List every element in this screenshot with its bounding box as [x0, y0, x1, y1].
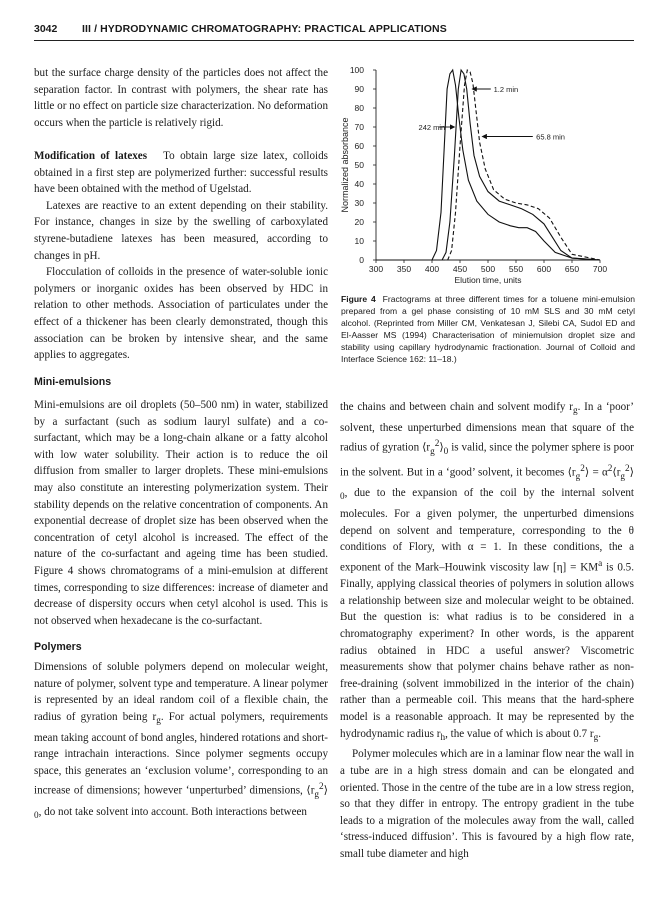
series-line — [376, 70, 600, 260]
y-tick-label: 50 — [354, 160, 364, 170]
y-axis-label: Normalized absorbance — [340, 117, 350, 213]
annotation-label: 1.2 min — [493, 85, 519, 94]
running-title: III / HYDRODYNAMIC CHROMATOGRAPHY: PRACTICAL APPLICATIONS — [82, 23, 447, 35]
y-tick-label: 10 — [354, 236, 364, 246]
x-tick-label: 500 — [480, 264, 496, 274]
y-tick-label: 100 — [349, 65, 364, 75]
paragraph-latex-modification: Modification of latexes To obtain large size latex, colloids obtained in a first step are polymerized further: successful results have been obtained with the method of Ugelstad. — [34, 149, 328, 196]
figure-4-chart — [328, 58, 628, 290]
annotation-label: 242 min — [418, 123, 446, 132]
y-tick-label: 20 — [354, 217, 364, 227]
paragraph-radius-gyration: the chains and between chain and solvent modify $r_g$. In a ‘poor’ solvent, these unperturbed dimensions mean that square of the radius of gyration $⟨r_g^2⟩_0$ is valid, since the polymer sphere is poor in the solvent. But in a ‘good’ solvent, it becomes $⟨r_g^2⟩$ = $\alpha^2⟨r_g^2⟩_0$, due to the expansion of the coil by the internal solvent molecules. For a given polymer, the unperturbed dimensions depend on solvent and temperature, corresponding to the θ conditions of Flory, with α = 1. In these conditions, the a exponent of the Mark–Houwink viscosity law $[\eta] = KM^a$ is 0.5. Finally, applying classical theories of polymers in solution allows a relationship between size and molecular weight to be obtained. But the question is: what radius is to be considered in a chromatography experiment? In other words, is the apparent radius obtained in HDC a useful answer? Viscometric measurements show that polymer chains behave rather as non-free-draining (solvent immobilized in the interior of the chain) rather than a permeable coil. This means that the hard-sphere model is a reasonable approach. It may be represented by the hydrodynamic radius $r_h$, the value of which is about 0.7 $r_g$. — [340, 401, 634, 743]
y-tick-label: 90 — [354, 84, 364, 94]
series-line — [376, 70, 600, 260]
figure-caption — [341, 294, 635, 365]
series-line — [376, 70, 600, 260]
x-tick-label: 550 — [508, 264, 524, 274]
x-axis-label: Elution time, units — [454, 275, 522, 285]
paragraph-mini-emulsions: Mini-emulsions are oil droplets (50–500 nm) in water, stabilized by a surfactant (such as sodium lauryl sulfate) and a co-surfactant, which may be a long-chain alkane or a fatty alcohol with low water solubility. Their action is to reduce the oil diffusion from smaller to larger droplets. These mini-emulsions may also constitute an interesting polymerization system. Their stability depends on the relative concentration of components. An exponential decrease of droplet size has been observed when the concentration of cetyl alcohol is increased. The effect of the nature of the co-surfactant and ageing time has been studied. Figure 4 shows chromatograms of a mini-emulsion at different times, corresponding to size differences: increase of diameter and decrease of dispersity occurs when cetyl alcohol is used. This is not observed when hexadecane is the co-surfactant. — [34, 399, 328, 627]
paragraph-particle-charge: but the surface charge density of the particles does not affect the separation factor. In contrast with polymers, the shear rate has little or no effect on particle size characterization. No deformation occurs when the particle is relatively rigid. — [34, 67, 328, 129]
x-tick-label: 650 — [564, 264, 580, 274]
x-tick-label: 450 — [452, 264, 468, 274]
x-tick-label: 300 — [368, 264, 384, 274]
figure-label: Figure 4 — [341, 294, 376, 304]
y-tick-label: 70 — [354, 122, 364, 132]
annotation-label: 65.8 min — [536, 132, 565, 142]
y-tick-label: 40 — [354, 179, 364, 189]
paragraph-latex-reactive: Latexes are reactive to an extent depending on their stability. For instance, changes in size by the swelling of carboxylated styrene-butadiene latexes has been measured, according to changes in pH. — [34, 199, 328, 262]
section-heading-polymers: Polymers — [34, 641, 82, 654]
y-tick-label: 0 — [359, 255, 364, 265]
x-tick-label: 600 — [536, 264, 552, 274]
paragraph-flocculation: Flocculation of colloids in the presence of water-soluble ionic polymers or inorganic oxides has been observed by HDC in relation to other methods. Association of particulates under the effect of a thickener has been clearly demonstrated, though this association can be broken by intensive shear, and the same applies to aggregates. — [34, 266, 328, 362]
run-in-heading-latexes: Modification of latexes — [34, 149, 148, 162]
section-heading-mini-emulsions: Mini-emulsions — [34, 375, 112, 388]
y-tick-label: 30 — [354, 198, 364, 208]
y-tick-label: 60 — [354, 141, 364, 151]
caption-text: Fractograms at three different times for a toluene mini-emulsion prepared from a gel phase consisting of 10 mM SLS and 30 mM cetyl alcohol. (Reprinted from Miller CM, Venkatesan J, Silebi CA, Sudol ED and El-Aasser MS (1994) Characterisation of miniemulsion droplet size and stability using capillary hydrodynamic fractionation. Journal of Colloid and Interface Science 162: 11–18.) — [341, 294, 635, 364]
fractogram-plot — [328, 58, 628, 290]
x-tick-label: 700 — [592, 264, 608, 274]
left-column-bottom — [34, 397, 328, 825]
right-column — [340, 399, 634, 863]
running-header — [34, 20, 634, 41]
x-tick-label: 400 — [424, 264, 440, 274]
x-tick-label: 350 — [396, 264, 412, 274]
left-column-top — [34, 65, 328, 390]
paragraph-stress-diffusion: Polymer molecules which are in a laminar flow near the wall in a tube are in a high stress domain and can be elongated and oriented. Those in the centre of the tube are in a low stress region, so that they differ in entropy. The entropy gradient in the tube leads to a migration of the molecules away from the wall, called ‘stress-induced diffusion’. This is favoured by a high flow rate, small tube diameter and high — [340, 748, 634, 860]
y-tick-label: 80 — [354, 103, 364, 113]
page-number: 3042 — [34, 23, 58, 35]
paragraph-polymer-dimensions: Dimensions of soluble polymers depend on molecular weight, nature of polymer, solvent type and temperature. A linear polymer is represented by an ideal random coil of a flexible chain, the radius of gyration being $r_g$. For actual polymers, requirements mean taking account of bond angles, hindered rotations and short-range intrachain interactions. Since polymer segments occupy space, this generates an ‘exclusion volume’, corresponding to an increase of dimensions; however ‘unperturbed’ dimensions, $⟨r_g^2⟩_0$, do not take solvent into account. Both interactions between — [34, 660, 328, 821]
